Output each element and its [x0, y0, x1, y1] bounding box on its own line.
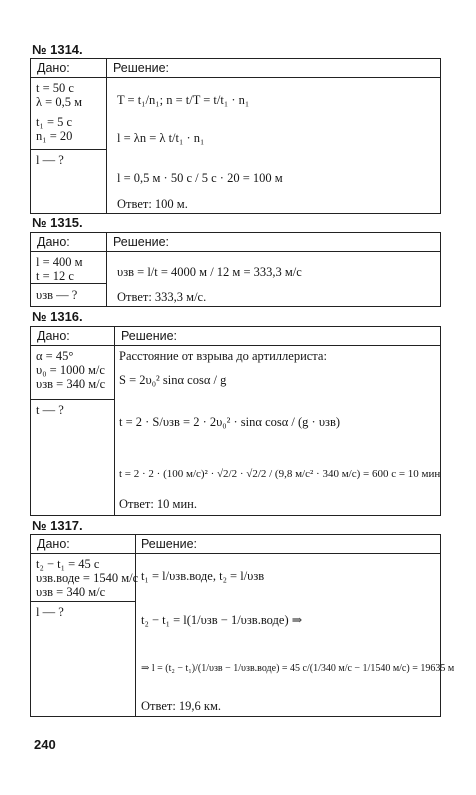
given-item: t = 12 c	[36, 269, 74, 283]
unknown: t — ?	[36, 403, 64, 417]
problem-1316-table	[30, 326, 441, 516]
unknown: l — ?	[36, 605, 64, 619]
equation: t₂ − t₁ = l(1/υзв − 1/υзв.воде) ⇒	[141, 613, 303, 627]
problem-1315-table	[30, 232, 441, 307]
header-divider	[31, 553, 440, 554]
given-item: υзв.воде = 1540 м/с	[36, 571, 139, 585]
header-divider	[31, 77, 440, 78]
given-list	[36, 255, 83, 283]
given-header: Дано:	[37, 329, 70, 343]
equation: ⇒ l = (t₂ − t₁)/(1/υзв − 1/υзв.воде) = 45 c/(1/340 м/с − 1/1540 м/с) = 19635 м	[141, 663, 455, 674]
equation: S = 2υ₀² sinα cosα / g	[119, 373, 227, 387]
header-divider	[31, 251, 440, 252]
answer: Ответ: 19,6 км.	[141, 699, 222, 713]
given-divider	[31, 283, 106, 284]
equation: t₁ = l/υзв.воде, t₂ = l/υзв	[141, 569, 265, 583]
column-divider	[114, 327, 115, 515]
equation: t = 2 · 2 · (100 м/с)² · √2/2 · √2/2 / (9,8 м/с² · 340 м/с) = 600 с = 10 мин	[119, 468, 441, 480]
column-divider	[106, 233, 107, 306]
equation: l = λn = λ t/t₁ · n₁	[117, 131, 205, 145]
page-number: 240	[34, 737, 56, 752]
column-divider	[106, 59, 107, 213]
given-item: υзв = 340 м/с	[36, 585, 106, 599]
given-divider	[31, 149, 106, 150]
given-item: t₂ − t₁ = 45 c	[36, 557, 100, 571]
equation: t = 2 · S/υзв = 2 · 2υ₀² · sinα cosα / (g · υзв)	[119, 415, 341, 429]
answer: Ответ: 333,3 м/с.	[117, 290, 207, 304]
equation: υзв = l/t = 4000 м / 12 м = 333,3 м/с	[117, 265, 302, 279]
given-divider	[31, 399, 114, 400]
solution-header: Решение:	[121, 329, 178, 343]
given-item: l = 400 м	[36, 255, 83, 269]
solution-text: Расстояние от взрыва до артиллериста:	[119, 349, 327, 363]
given-list	[36, 349, 105, 391]
given-item: υзв = 340 м/с	[36, 377, 106, 391]
problem-1314-table	[30, 58, 441, 214]
given-header: Дано:	[37, 235, 70, 249]
given-item: α = 45°	[36, 349, 74, 363]
given-item: t₁ = 5 c	[36, 115, 73, 129]
equation: T = t₁/n₁; n = t/T = t/t₁ · n₁	[117, 93, 250, 107]
given-list	[36, 81, 82, 143]
problem-number: № 1315.	[32, 215, 83, 230]
given-item: t = 50 c	[36, 81, 74, 95]
problem-1317-table	[30, 534, 455, 717]
answer: Ответ: 100 м.	[117, 197, 188, 211]
given-item: λ = 0,5 м	[36, 95, 83, 109]
header-divider	[31, 345, 440, 346]
solution-header: Решение:	[113, 61, 170, 75]
problem-number: № 1317.	[32, 518, 83, 533]
given-header: Дано:	[37, 537, 70, 551]
given-header: Дано:	[37, 61, 70, 75]
problem-number: № 1316.	[32, 309, 83, 324]
solution-header: Решение:	[141, 537, 198, 551]
equation: l = 0,5 м · 50 c / 5 c · 20 = 100 м	[117, 171, 283, 185]
given-divider	[31, 601, 135, 602]
answer: Ответ: 10 мин.	[119, 497, 197, 511]
unknown: l — ?	[36, 153, 64, 167]
solution-header: Решение:	[113, 235, 170, 249]
unknown: υзв — ?	[36, 288, 78, 302]
given-list	[36, 557, 138, 599]
problem-number: № 1314.	[32, 42, 83, 57]
given-item: n₁ = 20	[36, 129, 73, 143]
given-item: υ₀ = 1000 м/с	[36, 363, 105, 377]
